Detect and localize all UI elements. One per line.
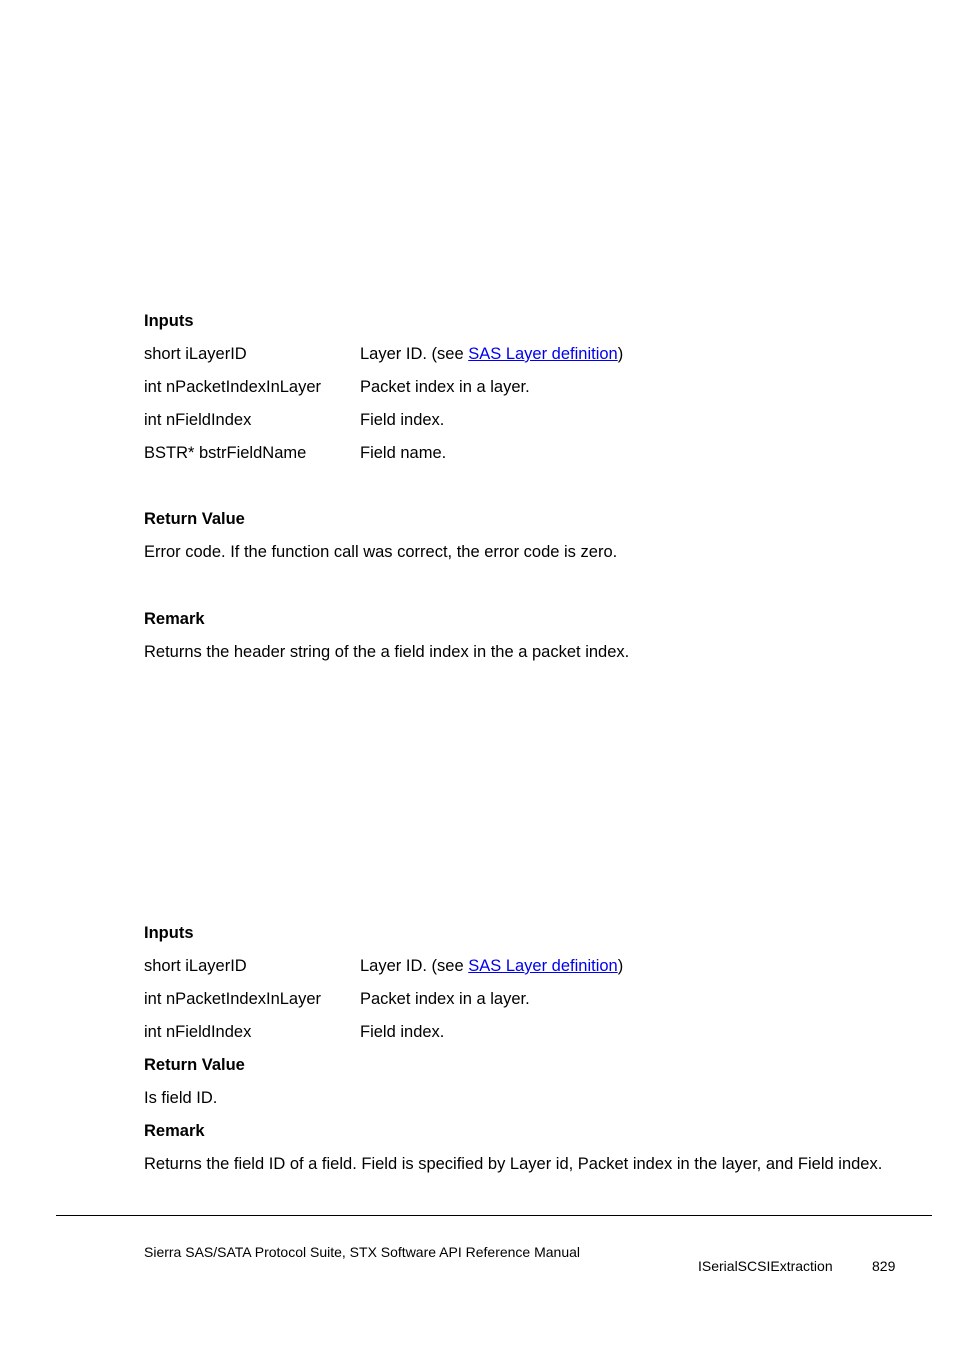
param-description: Field index. xyxy=(360,1023,445,1041)
param-name: short iLayerID xyxy=(144,345,247,363)
return-value-heading: Return Value xyxy=(144,1056,245,1074)
footer-page-number: 829 xyxy=(872,1258,896,1274)
param-name: int nFieldIndex xyxy=(144,411,252,429)
param-name: int nFieldIndex xyxy=(144,1023,252,1041)
remark-text: Returns the field ID of a field. Field is specified by Layer id, Packet index in the layer, and Field index. xyxy=(144,1155,883,1173)
param-description: Layer ID. (see SAS Layer definition) xyxy=(360,345,624,363)
return-value-text: Is field ID. xyxy=(144,1089,218,1107)
return-value-heading: Return Value xyxy=(144,510,245,528)
return-value-text: Error code. If the function call was correct, the error code is zero. xyxy=(144,543,618,561)
sas-layer-definition-link[interactable]: SAS Layer definition xyxy=(468,957,618,975)
param-description: Layer ID. (see SAS Layer definition) xyxy=(360,957,624,975)
footer-section-name: ISerialSCSIExtraction xyxy=(698,1258,833,1274)
param-description: Field name. xyxy=(360,444,447,462)
param-description: Packet index in a layer. xyxy=(360,990,530,1008)
remark-text: Returns the header string of the a field index in the a packet index. xyxy=(144,643,630,661)
param-name: int nPacketIndexInLayer xyxy=(144,990,322,1008)
sas-layer-definition-link[interactable]: SAS Layer definition xyxy=(468,345,618,363)
remark-heading: Remark xyxy=(144,610,205,628)
inputs-heading: Inputs xyxy=(144,924,194,942)
footer-divider xyxy=(56,1215,932,1216)
remark-heading: Remark xyxy=(144,1122,205,1140)
param-description: Field index. xyxy=(360,411,445,429)
inputs-heading: Inputs xyxy=(144,312,194,330)
param-description: Packet index in a layer. xyxy=(360,378,530,396)
param-name: short iLayerID xyxy=(144,957,247,975)
param-name: BSTR* bstrFieldName xyxy=(144,444,307,462)
footer-manual-title: Sierra SAS/SATA Protocol Suite, STX Software API Reference Manual xyxy=(144,1244,581,1260)
param-name: int nPacketIndexInLayer xyxy=(144,378,322,396)
